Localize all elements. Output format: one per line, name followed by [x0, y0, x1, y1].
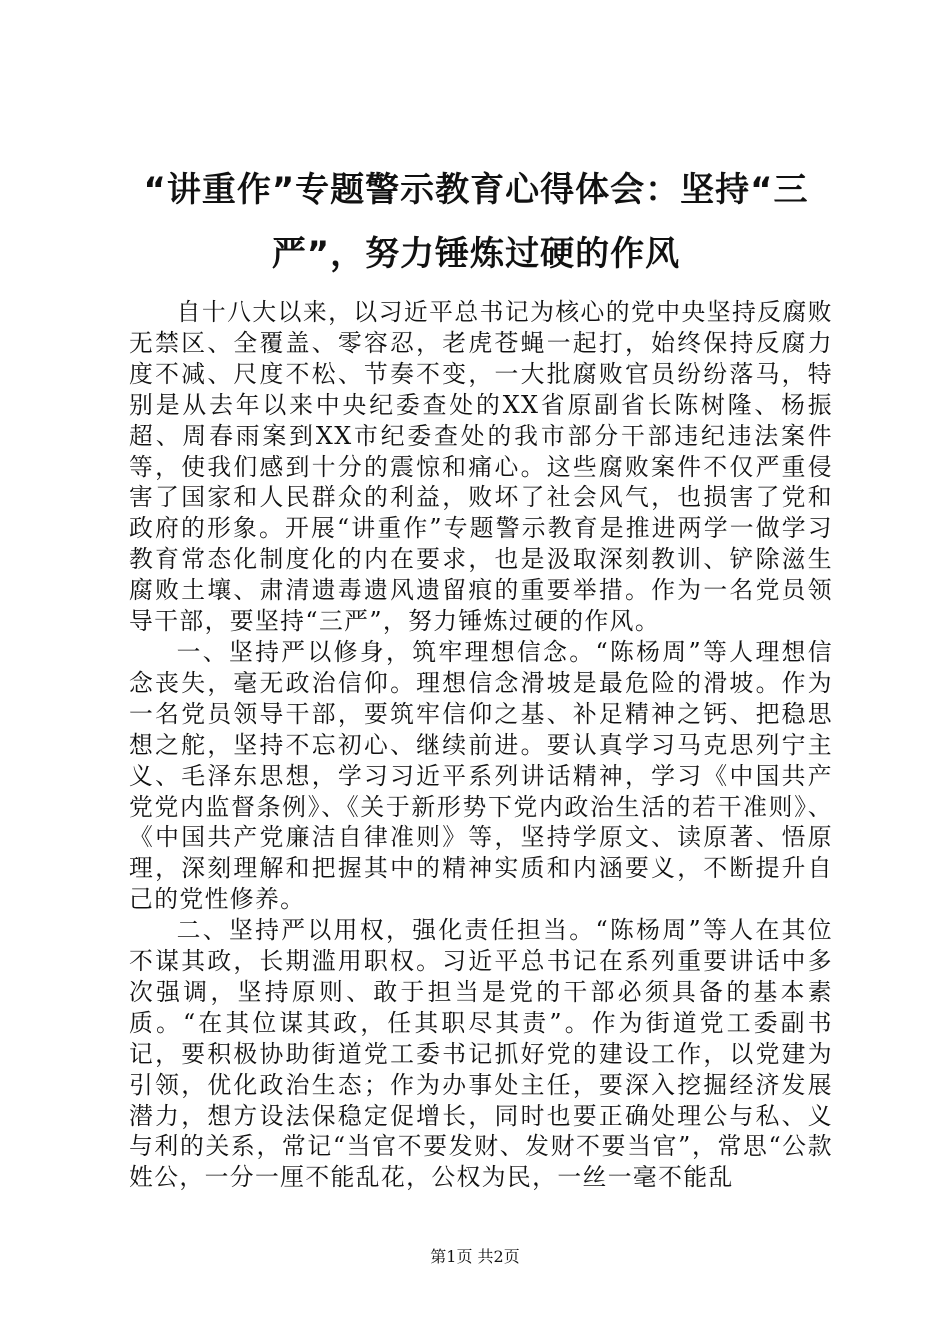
- document-title: “讲重作”专题警示教育心得体会：坚持“三严”，努力锤炼过硬的作风: [143, 170, 809, 274]
- document-body: [129, 297, 833, 1192]
- page-number-footer: 第1页 共2页: [430, 1247, 520, 1266]
- paragraph-intro: 自十八大以来，以习近平总书记为核心的党中央坚持反腐败无禁区、全覆盖、零容忍，老虎苍蝇一起打，始终保持反腐力度不减、尺度不松、节奏不变，一大批腐败官员纷纷落马，特别是从去年以来中央纪委查处的XX省原副省长陈树隆、杨振超、周春雨案到XX市纪委查处的我市部分干部违纪违法案件等，使我们感到十分的震惊和痛心。这些腐败案件不仅严重侵害了国家和人民群众的利益，败坏了社会风气，也损害了党和政府的形象。开展“讲重作”专题警示教育是推进两学一做学习教育常态化制度化的内在要求，也是汲取深刻教训、铲除滋生腐败土壤、肃清遗毒遗风遗留痕的重要举措。作为一名党员领导干部，要坚持“三严”，努力锤炼过硬的作风。: [129, 298, 833, 636]
- paragraph-section-one: 一、坚持严以修身，筑牢理想信念。“陈杨周”等人理想信念丧失，毫无政治信仰。理想信念滑坡是最危险的滑坡。作为一名党员领导干部，要筑牢信仰之基、补足精神之钙、把稳思想之舵，坚持不忘初心、继续前进。要认真学习马克思列宁主义、毛泽东思想，学习习近平系列讲话精神，学习《中国共产党党内监督条例》、《关于新形势下党内政治生活的若干准则》、《中国共产党廉洁自律准则》等，坚持学原文、读原著、悟原理，深刻理解和把握其中的精神实质和内涵要义，不断提升自己的党性修养。: [129, 637, 833, 914]
- paragraph-section-two: 二、坚持严以用权，强化责任担当。“陈杨周”等人在其位不谋其政，长期滥用职权。习近平总书记在系列重要讲话中多次强调，坚持原则、敢于担当是党的干部必须具备的基本素质。“在其位谋其政，任其职尽其责”。作为街道党工委副书记，要积极协助街道党工委书记抓好党的建设工作，以党建为引领，优化政治生态；作为办事处主任，要深入挖掘经济发展潜力，想方设法保稳定促增长，同时也要正确处理公与私、义与利的关系，常记“当官不要发财、发财不要当官”，常思“公款姓公，一分一厘不能乱花，公权为民，一丝一毫不能乱: [129, 916, 833, 1192]
